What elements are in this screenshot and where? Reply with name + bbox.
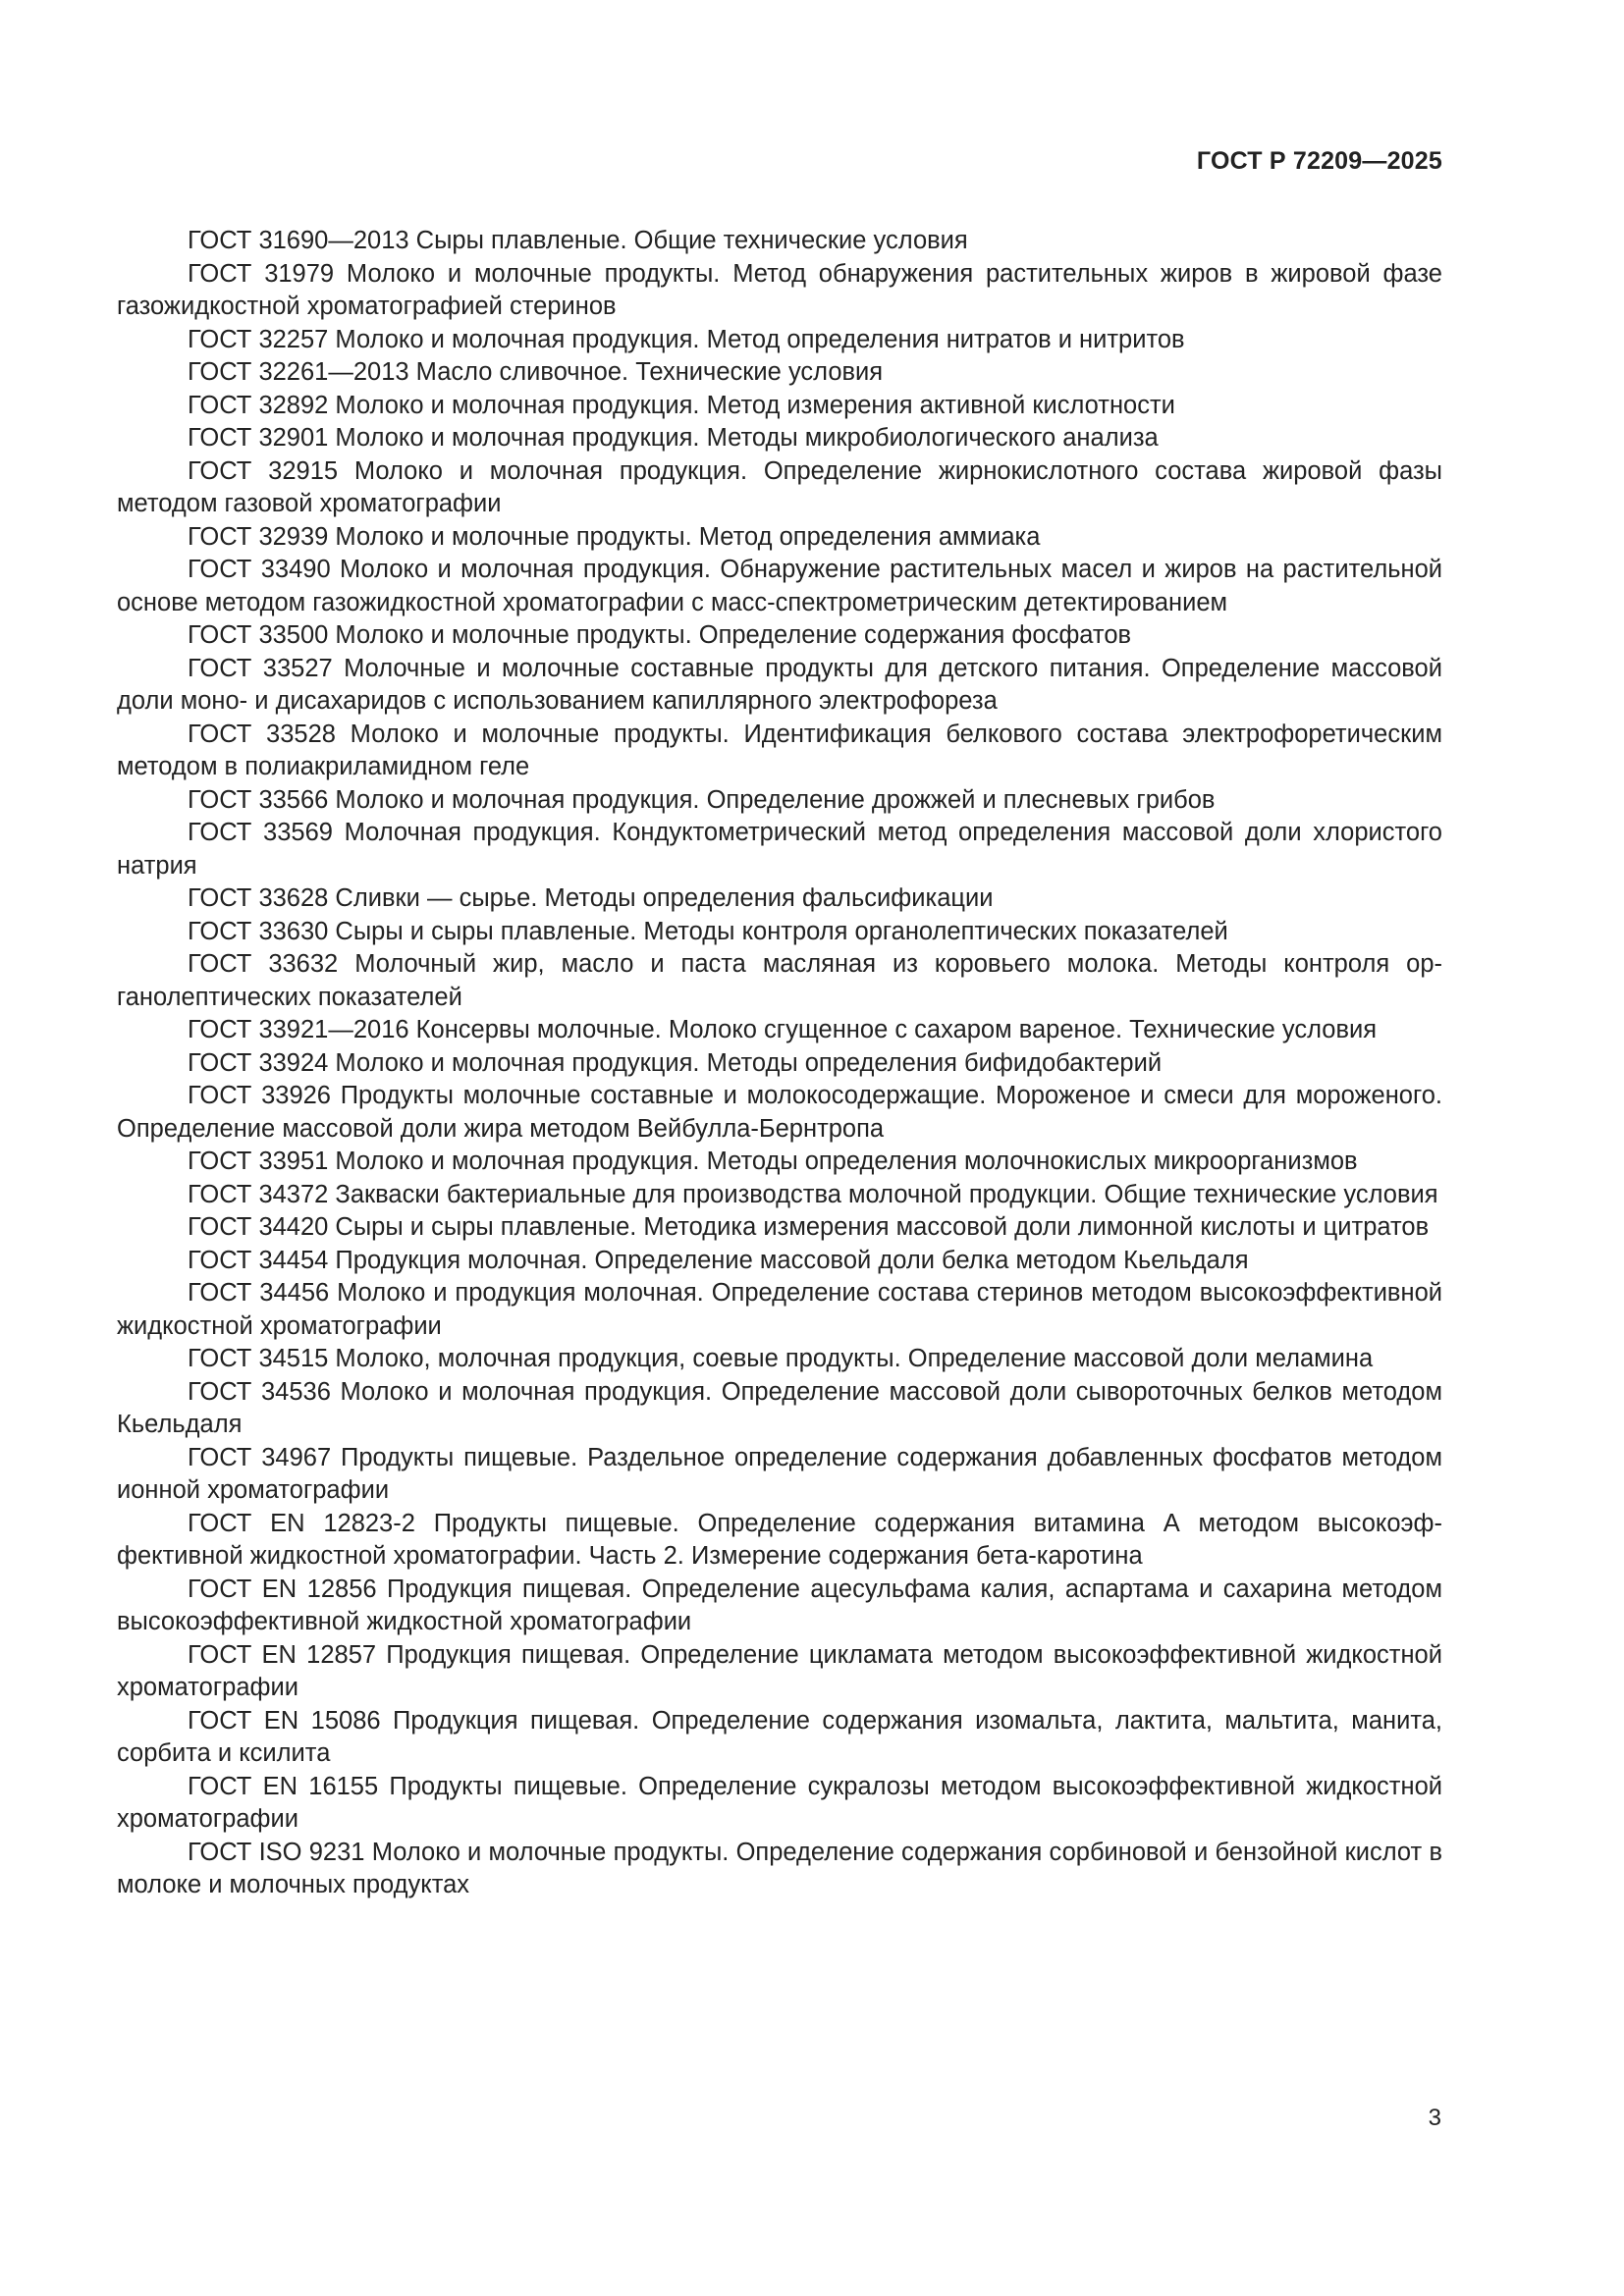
reference-entry: ГОСТ 32257 Молоко и молочная продукция. Метод определения нитратов и нитритов <box>188 325 1185 353</box>
page-header-standard-number: ГОСТ Р 72209—2025 <box>1196 147 1442 175</box>
reference-entry: ГОСТ EN 16155 Продукты пищевые. Определение сукралозы методом высокоэффективной жидкостной хроматографии <box>117 1772 1442 1833</box>
normative-references-list <box>117 225 1442 1902</box>
reference-entry: ГОСТ 32915 Молоко и молочная продукция. Определение жирнокислотного состава жировой фазы методом газовой хроматографии <box>117 456 1442 517</box>
reference-entry: ГОСТ 32261—2013 Масло сливочное. Технические условия <box>188 358 884 386</box>
reference-entry: ГОСТ 34456 Молоко и продукция молочная. Определение состава стеринов методом высокоэффективной жидкостной хроматографии <box>117 1279 1442 1340</box>
reference-entry: ГОСТ ISO 9231 Молоко и молочные продукты. Определение содержания сорбиновой и бензойной кислот в молоке и молочных продуктах <box>117 1838 1442 1898</box>
reference-entry: ГОСТ EN 12856 Продукция пищевая. Определение ацесульфама калия, аспартама и сахарина методом высокоэффективной жидкостной хроматографии <box>117 1575 1442 1635</box>
reference-entry: ГОСТ 33490 Молоко и молочная продукция. Обнаружение растительных масел и жиров на растительной основе методом газожидкостной хроматографии с масс-спектрометрическим детектированием <box>117 556 1442 616</box>
reference-entry: ГОСТ EN 15086 Продукция пищевая. Определение содержания изомальта, лактита, мальтита, манита, сорбита и ксилита <box>117 1706 1442 1767</box>
reference-entry: ГОСТ 34515 Молоко, молочная продукция, соевые продукты. Определение массовой доли меламина <box>188 1345 1374 1372</box>
reference-entry: ГОСТ 33951 Молоко и молочная продукция. Методы определения молочнокислых микроорганизмов <box>188 1148 1358 1175</box>
reference-entry: ГОСТ 33628 Сливки — сырье. Методы определения фальсификации <box>188 884 994 912</box>
reference-entry: ГОСТ 33926 Продукты молочные составные и молокосодержащие. Мороженое и смеси для мороженого. Определение массовой доли жира методом Вейбулла-Бернтропа <box>117 1082 1442 1143</box>
reference-entry: ГОСТ 34536 Молоко и молочная продукция. Определение массовой доли сывороточных белков методом Кьельдаля <box>117 1377 1442 1438</box>
reference-entry: ГОСТ 34454 Продукция молочная. Определение массовой доли белка методом Кьельдаля <box>188 1246 1249 1274</box>
reference-entry: ГОСТ 34372 Закваски бактериальные для производства молочной продукции. Общие технические условия <box>188 1180 1438 1208</box>
reference-entry: ГОСТ 34420 Сыры и сыры плавленые. Методика измерения массовой доли лимонной кислоты и цитратов <box>188 1213 1430 1241</box>
reference-entry: ГОСТ 31979 Молоко и молочные продукты. Метод обнаружения растительных жиров в жировой фазе газожидкостной хроматографией стеринов <box>117 259 1442 320</box>
reference-entry: ГОСТ 34967 Продукты пищевые. Раздельное определение содержания добавленных фосфатов методом ионной хроматографии <box>117 1443 1442 1504</box>
reference-entry: ГОСТ 33528 Молоко и молочные продукты. Идентификация белкового состава электрофоретическим методом в полиакриламидном геле <box>117 720 1442 780</box>
reference-entry: ГОСТ EN 12857 Продукция пищевая. Определение цикламата методом высокоэффективной жидкостной хроматографии <box>117 1640 1442 1701</box>
reference-entry: ГОСТ EN 12823-2 Продукты пищевые. Определение содержания витамина А методом высокоэффективной жидкостной хроматографии. Часть 2. Измерение содержания бета-каротина <box>117 1509 1442 1570</box>
reference-entry: ГОСТ 32939 Молоко и молочные продукты. Метод определения аммиака <box>188 522 1041 551</box>
reference-entry: ГОСТ 31690—2013 Сыры плавленые. Общие технические условия <box>188 227 968 254</box>
reference-entry: ГОСТ 33924 Молоко и молочная продукция. Методы определения бифидобактерий <box>188 1048 1163 1077</box>
reference-entry: ГОСТ 33500 Молоко и молочные продукты. Определение содержания фосфатов <box>188 621 1132 649</box>
reference-entry: ГОСТ 33566 Молоко и молочная продукция. Определение дрожжей и плесневых грибов <box>188 785 1216 814</box>
page-number: 3 <box>1428 2105 1441 2131</box>
reference-entry: ГОСТ 33632 Молочный жир, масло и паста масляная из коровьего молока. Методы контроля органолептических показателей <box>117 950 1442 1011</box>
reference-entry: ГОСТ 32892 Молоко и молочная продукция. Метод измерения активной кислотности <box>188 391 1175 419</box>
reference-entry: ГОСТ 33527 Молочные и молочные составные продукты для детского питания. Определение массовой доли моно- и дисахаридов с использованием капиллярного электрофореза <box>117 654 1442 715</box>
reference-entry: ГОСТ 33569 Молочная продукция. Кондуктометрический метод определения массовой доли хлористого натрия <box>117 819 1442 880</box>
reference-entry: ГОСТ 32901 Молоко и молочная продукция. Методы микробиологического анализа <box>188 424 1159 452</box>
reference-entry: ГОСТ 33921—2016 Консервы молочные. Молоко сгущенное с сахаром вареное. Технические условия <box>188 1016 1378 1043</box>
reference-entry: ГОСТ 33630 Сыры и сыры плавленые. Методы контроля органолептических показателей <box>188 917 1228 945</box>
